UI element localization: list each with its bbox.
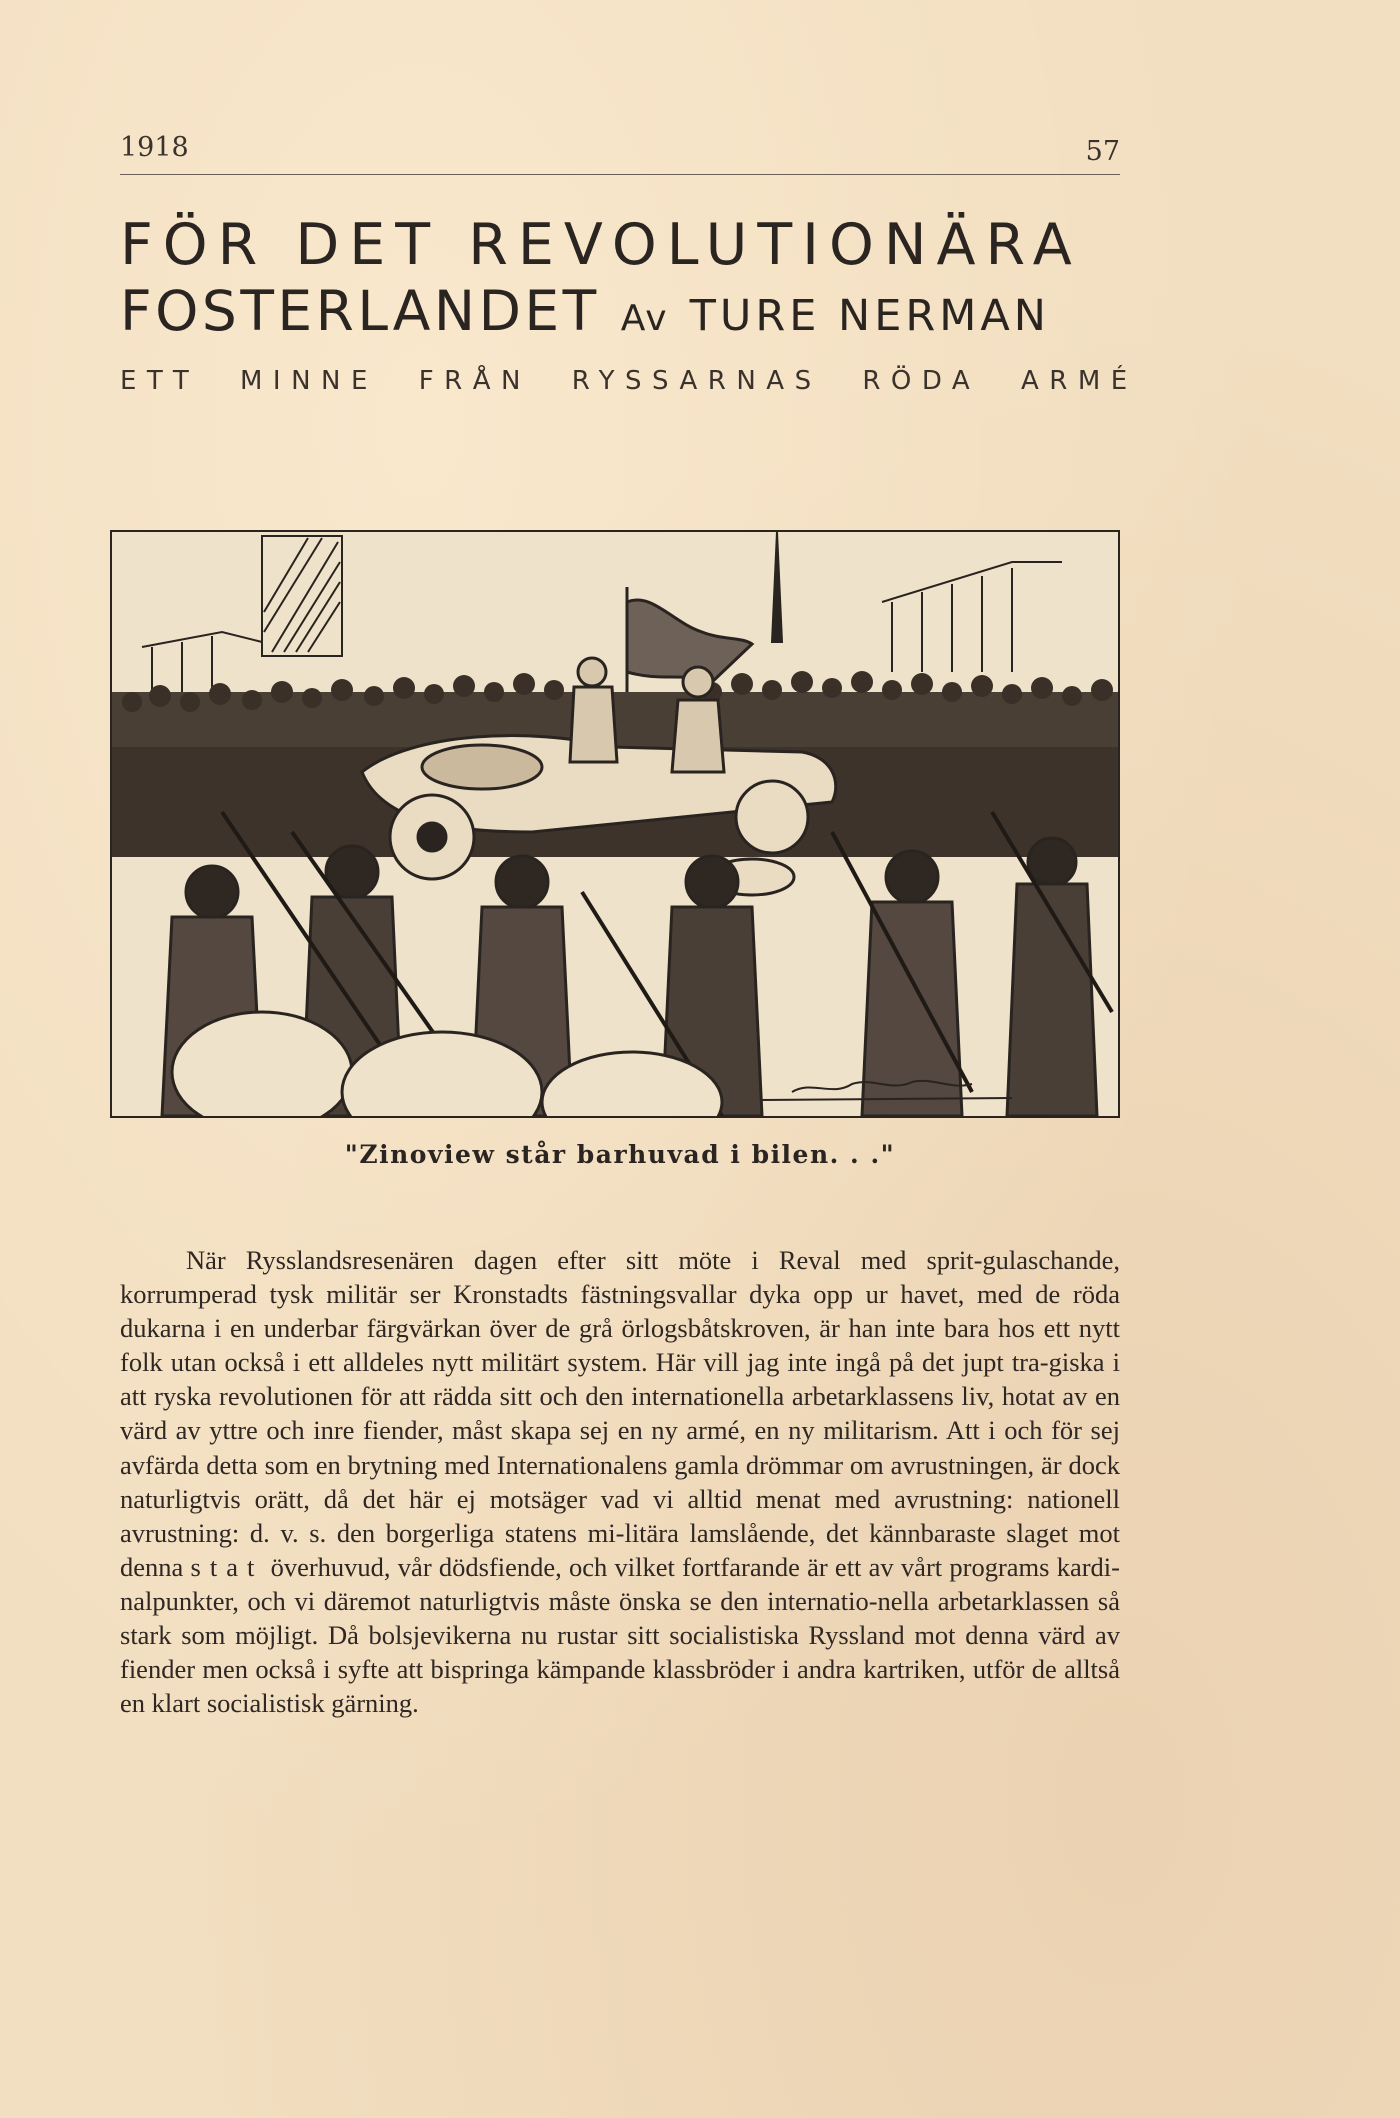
article-title bbox=[120, 212, 1120, 352]
title-fosterlandet: FOSTERLANDET bbox=[120, 279, 600, 343]
title-line-2 bbox=[120, 278, 1120, 352]
crowd-illustration bbox=[110, 530, 1120, 1118]
body-text-part-2: överhuvud, vår dödsfiende, och vilket fortfarande är ett av vårt programs kardi-nalpunkter, och vi däremot naturligtvis måste önska se den internatio-nella arbetarklassen så stark som möjligt. Då bolsjevikerna nu rustar sitt socialistiska Ryssland mot denna värd av fiender men också i syfte att bispringa kämpande klassbröder i andra kartriken, utför de alltså en klart socialistisk gärning. bbox=[120, 1551, 1120, 1719]
running-head bbox=[120, 128, 1120, 175]
body-emphasis-stat: stat bbox=[190, 1551, 264, 1582]
illustration-caption: "Zinoview står barhuvad i bilen. . ." bbox=[344, 1140, 896, 1169]
byline-prefix: Av bbox=[620, 298, 669, 339]
author-name: TURE NERMAN bbox=[689, 291, 1050, 341]
article-subtitle: ETT MINNE FRÅN RYSSARNAS RÖDA ARMÉ bbox=[120, 366, 1138, 396]
illustration-drawing bbox=[112, 532, 1118, 1116]
article-body bbox=[120, 1243, 1120, 1720]
page-number: 57 bbox=[1085, 136, 1120, 167]
body-text-part-1: När Rysslandsresenären dagen efter sitt möte i Reval med sprit-gulaschande, korrumperad tysk militär ser Kronstadts fästningsvallar dyka opp ur havet, med de röda dukarna i en underbar färgvärkan över de grå örlogsbåtskroven, är han inte bara hos ett nytt folk utan också i ett alldeles nytt militärt system. Här vill jag inte ingå på det jupt tra-giska i att ryska revolutionen för att rädda sitt och den internationella arbetarklassens liv, hotat av en värd av yttre och inre fiender, måst skapa sej en ny armé, en ny militarism. Att i och för sej avfärda detta som en brytning med Internationalens gamla drömmar om avrustningen, är dock naturligtvis orätt, då det här ej motsäger vad vi alltid menat med avrustning: nationell avrustning: d. v. s. den borgerliga statens mi-litära lamslående, det kännbaraste slaget mot denna bbox=[120, 1245, 1120, 1582]
title-line-1: FÖR DET REVOLUTIONÄRA bbox=[120, 212, 1082, 278]
running-head-year: 1918 bbox=[120, 132, 189, 163]
